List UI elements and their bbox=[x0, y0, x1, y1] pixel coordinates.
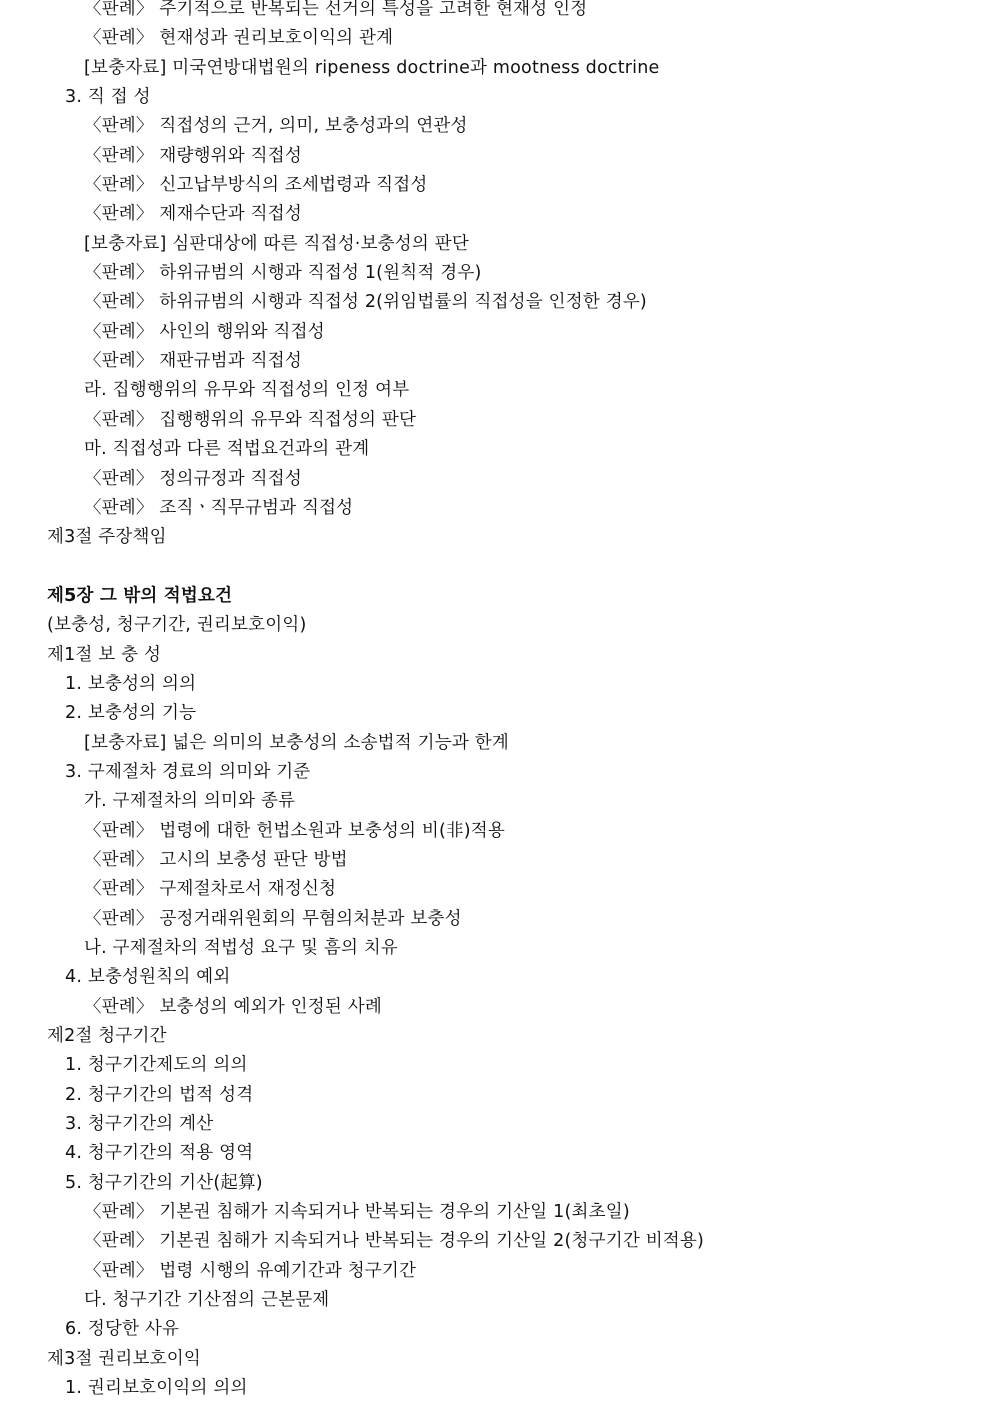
outline-item: [보충자료] 넓은 의미의 보충성의 소송법적 기능과 한계 bbox=[84, 732, 509, 753]
outline-item: 〈판례〉 신고납부방식의 조세법령과 직접성 bbox=[84, 175, 428, 196]
outline-item: 5. 청구기간의 기산(起算) bbox=[65, 1172, 263, 1193]
outline-item: 〈판례〉 제재수단과 직접성 bbox=[84, 204, 302, 225]
outline-item: 〈판례〉 고시의 보충성 판단 방법 bbox=[84, 849, 348, 870]
chapter-heading: 제5장 그 밖의 적법요건 bbox=[47, 585, 233, 606]
outline-item: 〈판례〉 재량행위와 직접성 bbox=[84, 145, 302, 166]
outline-item: 2. 청구기간의 법적 성격 bbox=[65, 1084, 254, 1105]
outline-item: 〈판례〉 법령에 대한 헌법소원과 보충성의 비(非)적용 bbox=[84, 820, 505, 841]
outline-item: 〈판례〉 법령 시행의 유예기간과 청구기간 bbox=[84, 1260, 417, 1281]
outline-item: 〈판례〉 집행행위의 유무와 직접성의 판단 bbox=[84, 409, 417, 430]
section-heading: 제1절 보 충 성 bbox=[47, 644, 162, 665]
outline-item: 〈판례〉 재판규범과 직접성 bbox=[84, 351, 302, 372]
outline-item: 3. 직 접 성 bbox=[65, 87, 151, 108]
outline-item: 4. 청구기간의 적용 영역 bbox=[65, 1143, 254, 1164]
outline-item: 〈판례〉 사인의 행위와 직접성 bbox=[84, 321, 325, 342]
outline-item: [보충자료] 심판대상에 따른 직접성·보충성의 판단 bbox=[84, 233, 469, 254]
outline-item: 3. 구제절차 경료의 의미와 기준 bbox=[65, 761, 311, 782]
outline-item: 1. 보충성의 의의 bbox=[65, 673, 197, 694]
outline-item: 〈판례〉 기본권 침해가 지속되거나 반복되는 경우의 기산일 1(최초일) bbox=[84, 1202, 630, 1223]
outline-item: 가. 구제절차의 의미와 종류 bbox=[84, 791, 296, 812]
outline-item: 〈판례〉 주기적으로 반복되는 선거의 특성을 고려한 현재성 인정 bbox=[84, 0, 588, 19]
section-heading bbox=[0, 553, 992, 582]
outline-item: 〈판례〉 구제절차로서 재정신청 bbox=[84, 879, 337, 900]
outline-item: 〈판례〉 하위규범의 시행과 직접성 1(원칙적 경우) bbox=[84, 263, 482, 284]
outline-item: 〈판례〉 하위규범의 시행과 직접성 2(위임법률의 직접성을 인정한 경우) bbox=[84, 292, 647, 313]
section-heading: 제3절 권리보호이익 bbox=[47, 1348, 201, 1369]
outline-item: 〈판례〉 보충성의 예외가 인정된 사례 bbox=[84, 996, 382, 1017]
section-heading: 제3절 주장책임 bbox=[47, 527, 167, 548]
outline-item: 〈판례〉 직접성의 근거, 의미, 보충성과의 연관성 bbox=[84, 116, 468, 137]
section-heading: (보충성, 청구기간, 권리보호이익) bbox=[47, 615, 307, 636]
outline-item: 3. 청구기간의 계산 bbox=[65, 1114, 214, 1135]
outline-item: 〈판례〉 기본권 침해가 지속되거나 반복되는 경우의 기산일 2(청구기간 비적용) bbox=[84, 1231, 705, 1252]
outline-item: 〈판례〉 조직ㆍ직무규범과 직접성 bbox=[84, 497, 354, 518]
outline-item: 1. 청구기간제도의 의의 bbox=[65, 1055, 248, 1076]
outline-item: 1. 권리보호이익의 의의 bbox=[65, 1378, 248, 1399]
outline-item: 〈판례〉 공정거래위원회의 무혐의처분과 보충성 bbox=[84, 908, 462, 929]
outline-item: 〈판례〉 정의규정과 직접성 bbox=[84, 468, 302, 489]
outline-item: 2. 보충성의 기능 bbox=[65, 703, 197, 724]
outline-item: 6. 정당한 사유 bbox=[65, 1319, 180, 1340]
outline-item: 나. 구제절차의 적법성 요구 및 흠의 치유 bbox=[84, 938, 399, 958]
outline-item: 4. 보충성원칙의 예외 bbox=[65, 967, 231, 988]
outline-item: 마. 직접성과 다른 적법요건과의 관계 bbox=[84, 439, 370, 460]
outline-item: 라. 집행행위의 유무와 직접성의 인정 여부 bbox=[84, 380, 410, 401]
section-heading: 제2절 청구기간 bbox=[47, 1026, 167, 1047]
outline-item: 다. 청구기간 기산점의 근본문제 bbox=[84, 1290, 330, 1311]
outline-item: 〈판례〉 현재성과 권리보호이익의 관계 bbox=[84, 28, 394, 49]
outline-item: [보충자료] 미국연방대법원의 ripeness doctrine과 mootness doctrine bbox=[84, 57, 660, 78]
